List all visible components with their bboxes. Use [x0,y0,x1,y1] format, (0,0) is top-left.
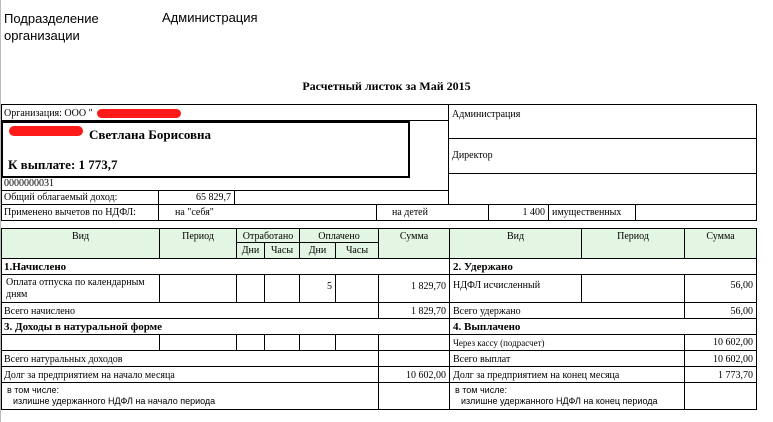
taxable-income-value: 65 829,7 [196,192,231,203]
excess-end-value-cell [684,382,757,410]
accrued-total-value-cell [378,302,449,318]
excess-start-cell [1,382,378,410]
paid-out-total-label-cell [449,350,684,366]
organization-label: Организация: ООО " [4,108,93,119]
accrued-item-period [159,274,236,302]
col-paid-hours [335,243,378,258]
col-vid-right-label: Вид [506,231,525,242]
paid-out-total-value: 10 602,00 [713,354,753,365]
accrued-item-name: Оплата отпуска по календарным дням [6,277,145,300]
col-period-right-label: Период [617,231,649,242]
col-paid-days [299,243,335,258]
excess-start-incl: в том числе: [7,385,59,395]
col-worked-hours [264,243,299,258]
col-paid-days-label: Дни [308,245,327,256]
accrued-item-worked-hours [264,274,299,302]
taxable-income-label-cell [1,191,158,205]
paid-out-item-name-cell [449,334,684,350]
deductions-property-label-cell [548,205,635,221]
debt-start-label-cell [1,366,378,382]
in-kind-item-period [159,334,236,350]
accrued-total-value: 1 829,70 [411,306,446,317]
report-parameters [0,0,773,66]
section-accrued-title: 1.Начислено [4,261,67,273]
accrued-item-name-cell [1,274,159,302]
deductions-children-label-cell [376,205,488,221]
tab-number: 0000000031 [4,178,54,189]
col-sum-right [684,228,757,258]
payslip-title: Расчетный листок за Май 2015 [302,79,471,93]
section-in-kind-title: 3. Доходы в натуральной форме [4,321,163,333]
section-in-kind-header [1,318,449,334]
debt-start-value: 10 602,00 [406,370,446,381]
position-cell [448,138,757,173]
debt-end-value: 1 773,70 [718,370,753,381]
position-value: Директор [452,150,493,161]
to-pay-amount: К выплате: 1 773,7 [8,157,118,172]
col-paid-hours-label: Часы [345,245,369,256]
organization-cell [1,104,448,121]
debt-end-value-cell [684,366,757,382]
col-paid [299,228,378,243]
section-accrued-header [1,258,449,274]
taxable-income-label: Общий облагаемый доход: [4,192,118,203]
deductions-self-cell [158,205,376,221]
department-value: Администрация [452,109,521,120]
in-kind-total-value-cell [378,350,449,366]
accrued-item-paid-days-cell [299,274,335,302]
withheld-item-name: НДФЛ исчисленный [453,280,541,291]
paid-out-total-value-cell [684,350,757,366]
col-sum-left [378,228,449,258]
in-kind-item-worked-hours [264,334,299,350]
accrued-item-sum-cell [378,274,449,302]
withheld-item-sum: 56,00 [730,280,753,291]
organization-redaction [97,109,181,118]
section-withheld-header [449,258,757,274]
section-paid-out-header [449,318,757,334]
excess-start-label: излишне удержанного НДФЛ на начало периода [13,396,216,406]
department-cell [448,104,757,138]
withheld-total-value-cell [684,302,757,318]
col-worked-hours-label: Часы [270,245,294,256]
employee-name: Светлана Борисовна [89,127,212,142]
col-period-left-label: Период [182,231,214,242]
col-vid-right [449,228,581,258]
deductions-property-value-cell [635,205,757,221]
excess-end-cell [449,382,684,410]
excess-end-label: излишне удержанного НДФЛ на конец периода [461,396,658,406]
paid-out-item-sum: 10 602,00 [713,337,753,348]
deductions-children-value: 1 400 [522,207,545,218]
deductions-label: Применено вычетов по НДФЛ: [4,207,136,218]
department-parameter-label: Подразделение организации [4,11,99,43]
withheld-total-value: 56,00 [730,306,753,317]
deductions-label-cell [1,205,158,221]
withheld-item-name-cell [449,274,581,302]
excess-start-value-cell [378,382,449,410]
header-right-blank [448,173,757,205]
deductions-children-label: на детей [392,207,428,218]
in-kind-item-worked-days [236,334,264,350]
debt-start-value-cell [378,366,449,382]
paid-out-total-label: Всего выплат [453,354,511,365]
accrued-total-label-cell [1,302,378,318]
accrued-item-sum: 1 829,70 [411,281,446,292]
in-kind-item-paid-days [299,334,335,350]
withheld-item-sum-cell [684,274,757,302]
accrued-item-paid-hours [335,274,378,302]
in-kind-item-sum [378,334,449,350]
debt-end-label: Долг за предприятием на конец месяца [453,370,620,381]
paid-out-item-name: Через кассу (подрасчет) [453,338,545,348]
col-paid-label: Оплачено [318,231,360,242]
deductions-self: на "себя" [175,207,214,218]
section-withheld-title: 2. Удержано [453,261,513,273]
department-parameter-value: Администрация [162,10,258,25]
payslip-sheet [1,104,757,422]
tab-number-cell [1,178,448,191]
debt-end-label-cell [449,366,684,382]
in-kind-total-label-cell [1,350,378,366]
taxable-income-value-cell [158,191,235,205]
deductions-property-label: имущественных [552,207,622,218]
in-kind-total-label: Всего натуральных доходов [4,354,123,365]
col-sum-left-label: Сумма [399,231,429,242]
col-period-left [159,228,236,258]
deductions-children-value-cell [488,205,548,221]
col-vid-left [1,228,159,258]
withheld-total-label-cell [449,302,684,318]
paid-out-item-sum-cell [684,334,757,350]
withheld-item-period [581,274,684,302]
taxable-income-blank [235,191,448,205]
col-worked-label: Отработано [242,231,294,242]
col-worked-days-label: Дни [241,245,260,256]
in-kind-item-paid-hours [335,334,378,350]
col-worked [236,228,299,243]
section-paid-out-title: 4. Выплачено [453,321,521,333]
accrued-item-worked-days [236,274,264,302]
in-kind-item-name [1,334,159,350]
excess-end-incl: в том числе: [455,385,507,395]
accrued-total-label: Всего начислено [4,306,76,317]
withheld-total-label: Всего удержано [453,306,521,317]
surname-redaction [9,126,83,136]
col-sum-right-label: Сумма [706,231,735,242]
col-worked-days [236,243,264,258]
accrued-item-paid-days: 5 [327,281,332,292]
debt-start-label: Долг за предприятием на начало месяца [4,370,175,381]
col-period-right [581,228,684,258]
col-vid-left-label: Вид [71,231,90,242]
